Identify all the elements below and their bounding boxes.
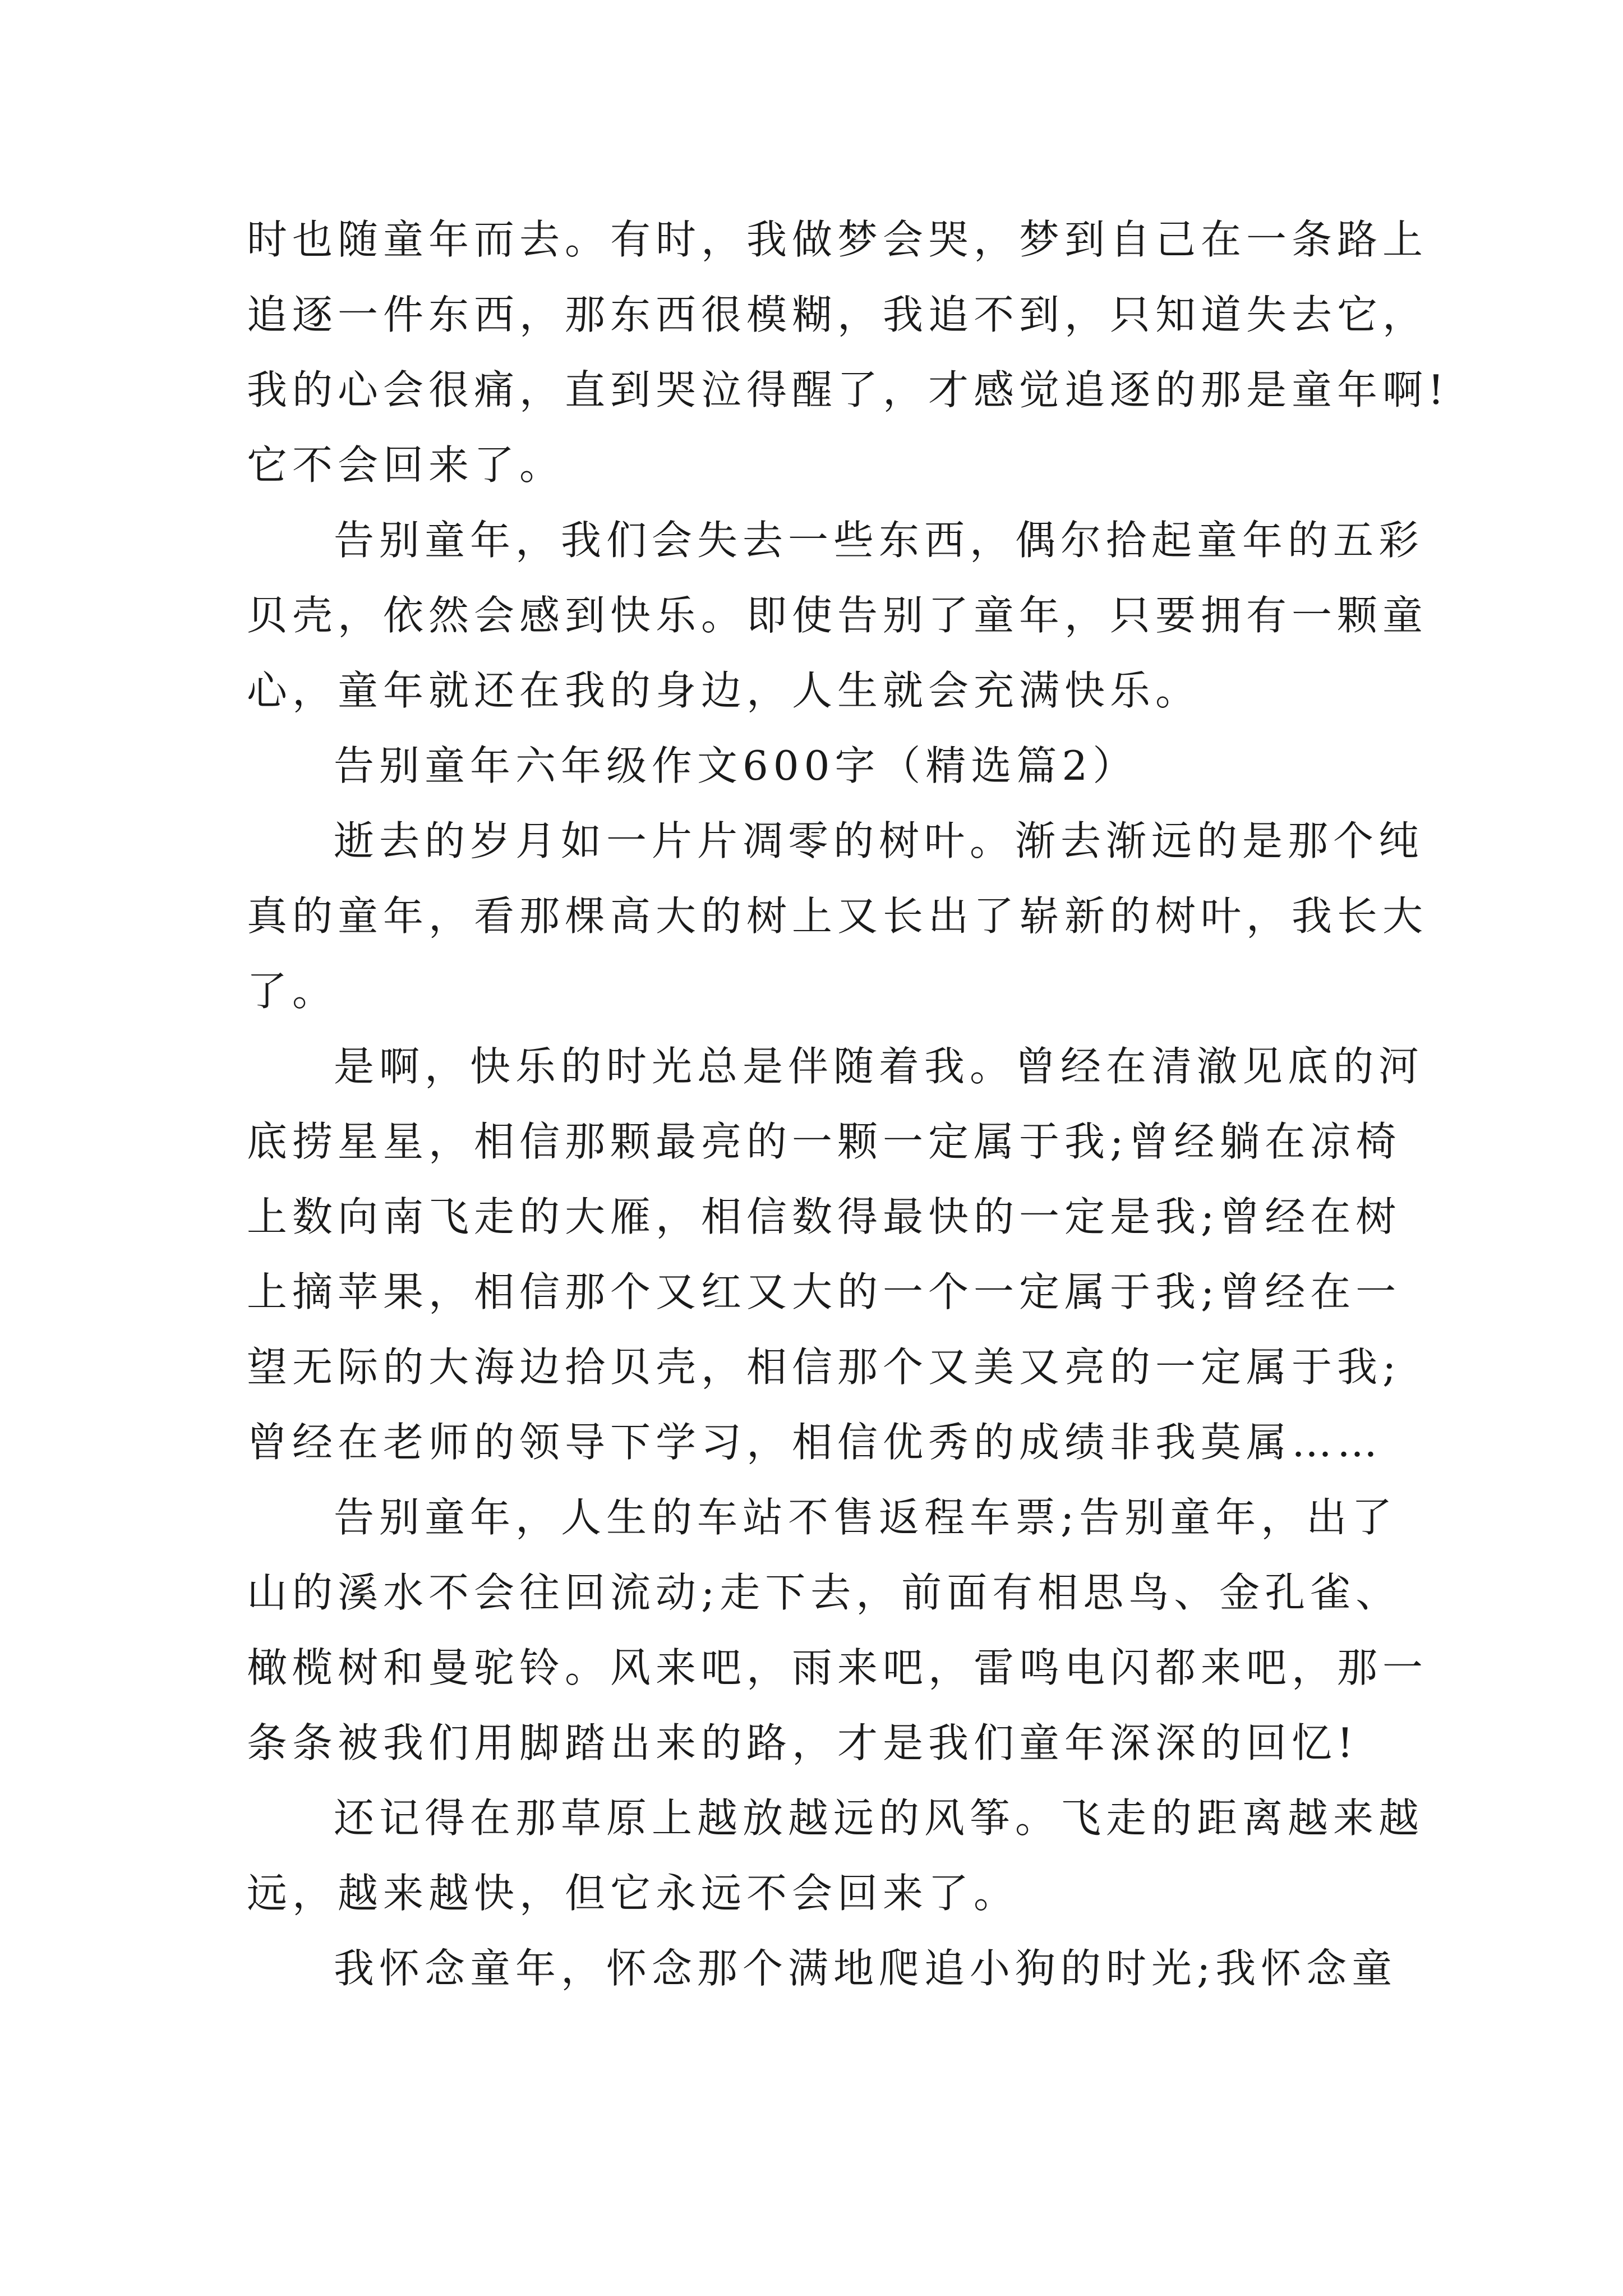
text-line: 心，童年就还在我的身边，人生就会充满快乐。 — [247, 667, 1201, 714]
paragraph-first-line: 告别童年，人生的车站不售返程车票;告别童年，出了 — [334, 1494, 1398, 1541]
text-line: 贝壳，依然会感到快乐。即使告别了童年，只要拥有一颗童 — [247, 592, 1428, 639]
text-line: 我的心会很痛，直到哭泣得醒了，才感觉追逐的那是童年啊! — [247, 366, 1449, 413]
text-line: 上数向南飞走的大雁，相信数得最快的一定是我;曾经在树 — [247, 1193, 1401, 1240]
text-line: 条条被我们用脚踏出来的路，才是我们童年深深的回忆! — [247, 1719, 1358, 1766]
text-line: 橄榄树和曼驼铃。风来吧，雨来吧，雷鸣电闪都来吧，那一 — [247, 1644, 1428, 1691]
text-line: 真的童年，看那棵高大的树上又长出了崭新的树叶，我长大 — [247, 892, 1428, 940]
paragraph-first-line: 我怀念童年，怀念那个满地爬追小狗的时光;我怀念童 — [334, 1945, 1398, 1992]
paragraph-first-line: 是啊，快乐的时光总是伴随着我。曾经在清澈见底的河 — [334, 1043, 1424, 1090]
section-heading: 告别童年六年级作文600字（精选篇2） — [334, 742, 1138, 789]
text-line: 了。 — [247, 968, 338, 1015]
text-line: 望无际的大海边拾贝壳，相信那个又美又亮的一定属于我; — [247, 1343, 1401, 1391]
text-line: 时也随童年而去。有时，我做梦会哭，梦到自己在一条路上 — [247, 216, 1428, 263]
paragraph-first-line: 告别童年，我们会失去一些东西，偶尔拾起童年的五彩 — [334, 517, 1424, 564]
text-line: 山的溪水不会往回流动;走下去，前面有相思鸟、金孔雀、 — [247, 1569, 1401, 1616]
document-body — [247, 202, 1449, 2006]
text-line: 它不会回来了。 — [247, 441, 565, 489]
text-line: 追逐一件东西，那东西很模糊，我追不到，只知道失去它， — [247, 291, 1428, 338]
text-line: 底捞星星，相信那颗最亮的一颗一定属于我;曾经躺在凉椅 — [247, 1118, 1401, 1165]
text-line: 上摘苹果，相信那个又红又大的一个一定属于我;曾经在一 — [247, 1268, 1401, 1315]
text-line: 远，越来越快，但它永远不会回来了。 — [247, 1870, 1020, 1917]
text-line: 曾经在老师的领导下学习，相信优秀的成绩非我莫属…… — [247, 1419, 1383, 1466]
paragraph-first-line: 逝去的岁月如一片片凋零的树叶。渐去渐远的是那个纯 — [334, 817, 1424, 864]
paragraph-first-line: 还记得在那草原上越放越远的风筝。飞走的距离越来越 — [334, 1795, 1424, 1842]
